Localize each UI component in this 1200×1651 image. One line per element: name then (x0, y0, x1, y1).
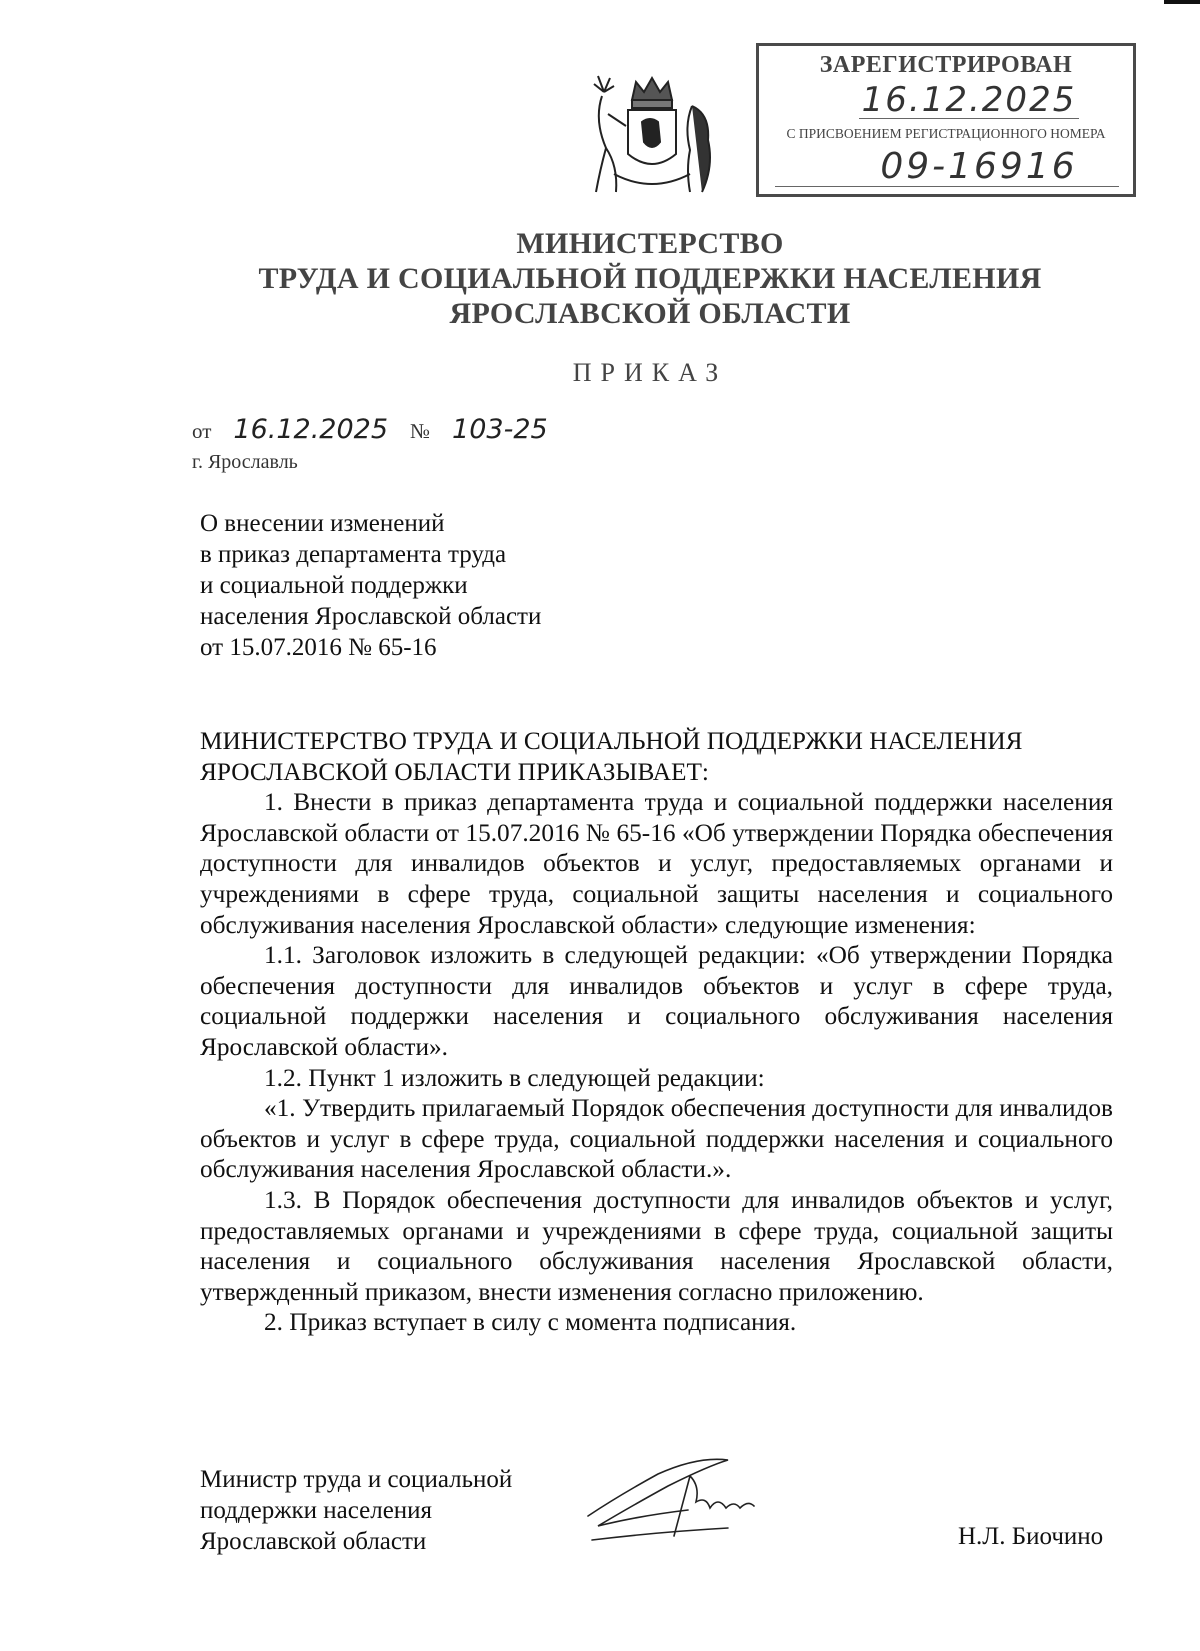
clause-1-3: 1.3. В Порядок обеспечения доступности для инвалидов объектов и услуг, предоставляемых органами и учреждениями в сфере труда, социальной защиты населения и социального обслуживания населения Ярославской области, утвержденный приказом, внести изменения согласно приложению. (200, 1185, 1113, 1306)
subject-line: и социальной поддержки (200, 572, 468, 599)
subject-line: населения Ярославской области (200, 603, 542, 630)
stamp-date: 16.12.2025 (861, 80, 1077, 120)
order-body (200, 726, 1113, 1338)
number-label: № (410, 419, 431, 443)
stamp-label: С ПРИСВОЕНИЕМ РЕГИСТРАЦИОННОГО НОМЕРА (786, 126, 1106, 141)
ministry-heading-line1: МИНИСТЕРСТВО (516, 227, 784, 260)
clause-1-1: 1.1. Заголовок изложить в следующей редакции: «Об утверждении Порядка обеспечения доступности для инвалидов объектов и услуг в сфере труда, социальной поддержки населения и социального обслуживания населения Ярославской области». (200, 941, 1113, 1061)
signer-name: Н.Л. Биочино (958, 1523, 1104, 1550)
signer-position (200, 1464, 512, 1557)
city: г. Ярославль (192, 451, 298, 473)
stamp-date-underline (859, 118, 1079, 119)
order-subject (200, 508, 541, 663)
signer-position-line: Ярославской области (200, 1528, 427, 1555)
scan-corner-mark (1164, 0, 1200, 4)
stamp-title: ЗАРЕГИСТРИРОВАН (819, 52, 1073, 78)
subject-line: от 15.07.2016 № 65-16 (200, 634, 437, 661)
stamp-regno-underline (775, 186, 1119, 187)
order-date: 16.12.2025 (233, 414, 388, 445)
clause-1-2-text: «1. Утвердить прилагаемый Порядок обеспечения доступности для инвалидов объектов и услуг в сфере труда, социальной поддержки населения и социального обслуживания населения Ярославской области.». (200, 1094, 1113, 1184)
order-number: 103-25 (452, 414, 548, 445)
clause-1-2: 1.2. Пункт 1 изложить в следующей редакции: (264, 1063, 765, 1092)
registration-stamp (756, 43, 1136, 197)
document-type: ПРИКАЗ (572, 358, 728, 387)
subject-line: О внесении изменений (200, 510, 445, 537)
ministry-heading-line3: ЯРОСЛАВСКОЙ ОБЛАСТИ (449, 297, 851, 330)
signer-position-line: Министр труда и социальной (200, 1466, 513, 1493)
coat-of-arms-icon (574, 70, 730, 202)
handwritten-signature (578, 1456, 818, 1548)
clause-1: 1. Внести в приказ департамента труда и социальной поддержки населения Ярославской области от 15.07.2016 № 65-16 «Об утверждении Порядка обеспечения доступности для инвалидов объектов и услуг, предоставляемых органами и учреждениями в сфере труда, социальной защиты населения и социального обслуживания населения Ярославской области» следующие изменения: (200, 788, 1113, 939)
signer-position-line: поддержки населения (200, 1497, 433, 1524)
from-label: от (192, 419, 212, 443)
clause-2: 2. Приказ вступает в силу с момента подписания. (264, 1308, 797, 1337)
stamp-reg-number: 09-16916 (880, 146, 1078, 187)
order-date-row (192, 414, 548, 445)
preamble: МИНИСТЕРСТВО ТРУДА И СОЦИАЛЬНОЙ ПОДДЕРЖКИ НАСЕЛЕНИЯ ЯРОСЛАВСКОЙ ОБЛАСТИ ПРИКАЗЫВАЕТ: (200, 727, 1023, 786)
subject-line: в приказ департамента труда (200, 541, 507, 568)
ministry-heading-line2: ТРУДА И СОЦИАЛЬНОЙ ПОДДЕРЖКИ НАСЕЛЕНИЯ (258, 262, 1042, 295)
